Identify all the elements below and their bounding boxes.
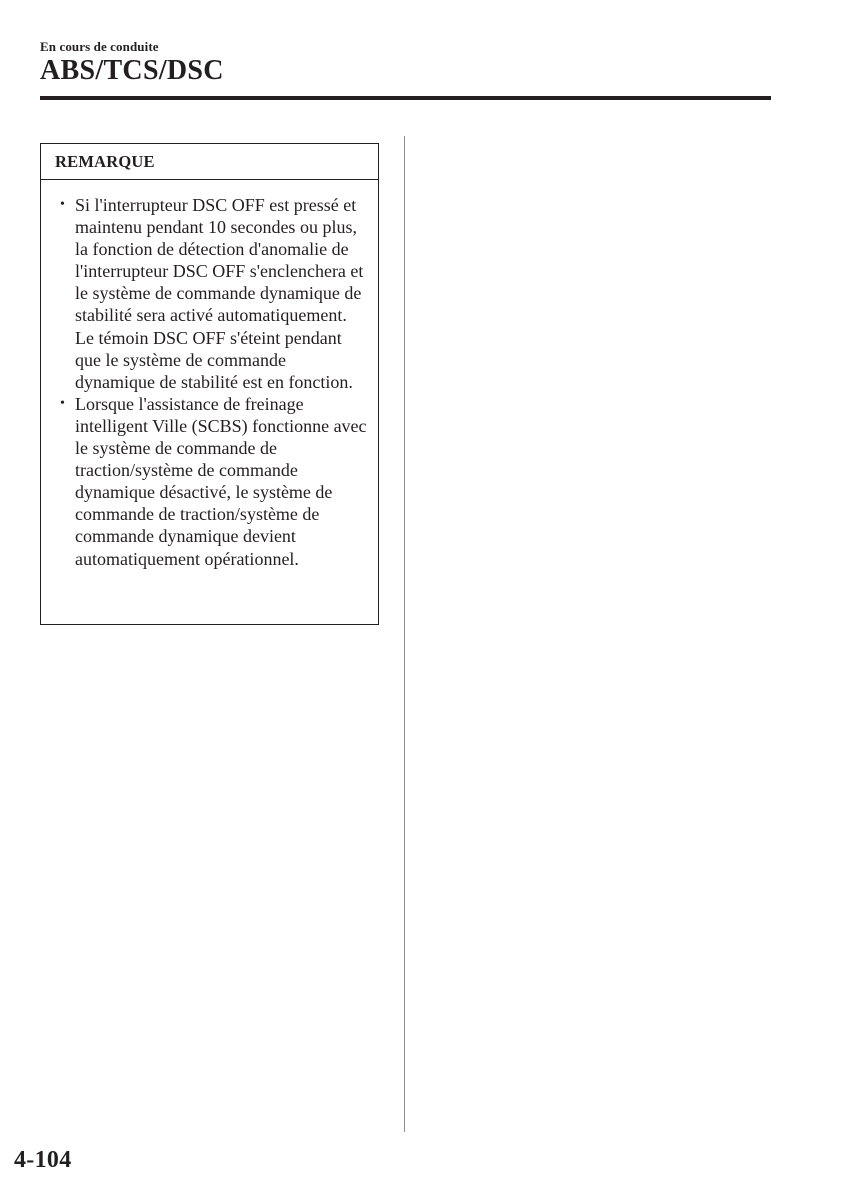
list-item — [60, 194, 368, 393]
page-title: ABS/TCS/DSC — [40, 55, 224, 86]
note-box — [40, 143, 379, 625]
note-item-text: Lorsque l'assistance de freinage intelligent Ville (SCBS) fonctionne avec le système de commande de traction/système de commande dynamique désactivé, le système de commande de traction/système de commande dynamique devient automatiquement opérationnel. — [75, 393, 367, 569]
note-heading: REMARQUE — [41, 144, 378, 180]
bullet-icon: • — [60, 395, 65, 411]
column-divider — [404, 136, 405, 1132]
page-number: 4-104 — [14, 1147, 72, 1173]
list-item — [60, 393, 368, 570]
note-item-text: Si l'interrupteur DSC OFF est pressé et maintenu pendant 10 secondes ou plus, la fonction de détection d'anomalie de l'interrupteur DSC OFF s'enclenchera et le système de commande dynamique de stabilité sera activé automatiquement. Le témoin DSC OFF s'éteint pendant que le système de commande dynamique de stabilité est en fonction. — [75, 195, 364, 392]
title-rule — [40, 96, 771, 100]
bullet-icon: • — [60, 197, 65, 212]
section-label: En cours de conduite — [40, 39, 159, 54]
note-list — [41, 180, 378, 570]
